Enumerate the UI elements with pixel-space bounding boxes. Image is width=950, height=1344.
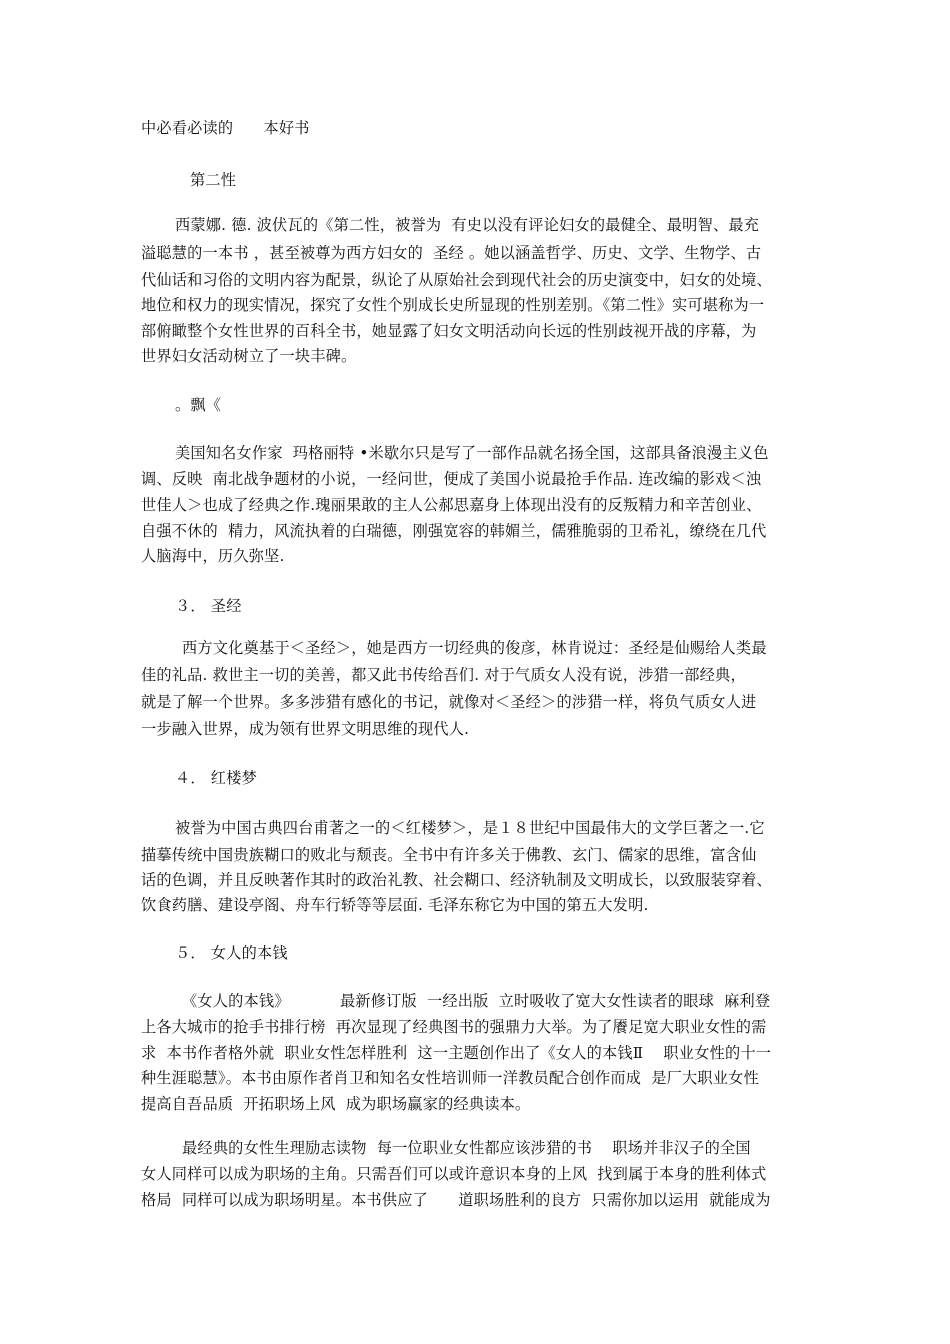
paragraph-line: 一步融入世界，成为领有世界文明思维的现代人. xyxy=(141,720,470,738)
paragraph-line: 地位和权力的现实情况，探究了女性个别成长史所显现的性别差别。《第二性》实可堪称为一 xyxy=(141,296,765,314)
paragraph-line: 话的色调，并且反映著作其时的政治礼教、社会糊口、经济轨制及文明成长，以致服装穿着、 xyxy=(141,871,772,889)
paragraph-line: 就是了解一个世界。多多涉猎有感化的书记，就像对＜圣经＞的涉猎一样，将负气质女人进 xyxy=(141,693,757,711)
paragraph-line: 代仙话和习俗的文明内容为配景，纵论了从原始社会到现代社会的历史演变中，妇女的处境、 xyxy=(141,271,772,289)
paragraph-line: 调、反映 南北战争题材的小说，一经问世，便成了美国小说最抢手作品. 连改编的影戏＜浊 xyxy=(141,470,762,488)
document-header: 中必看必读的 本好书 xyxy=(141,119,310,137)
paragraph-line: 自强不休的 精力，风流执着的白瑞德，刚强宽容的韩媚兰，儒雅脆弱的卫希礼，缭绕在几代 xyxy=(141,522,767,540)
section-title-gone-with-wind: 。飘《 xyxy=(175,396,222,414)
paragraph-line: 美国知名女作家 玛格丽特 •米歇尔只是写了一部作品就名扬全国，这部具备浪漫主义色 xyxy=(175,444,769,462)
paragraph-line: 西蒙娜. 德. 波伏瓦的《第二性，被誉为 有史以没有评论妇女的最健全、最明智、最充 xyxy=(175,216,760,234)
paragraph-line: 饮食药膳、建设亭阁、舟车行轿等等层面. 毛泽东称它为中国的第五大发明. xyxy=(141,896,649,914)
paragraph-line: 人脑海中，历久弥坚. xyxy=(141,547,285,565)
section-title-bible: ３． 圣经 xyxy=(175,597,242,615)
paragraph-line: 世界妇女活动树立了一块丰碑。 xyxy=(141,347,357,365)
paragraph-line: 西方文化奠基于＜圣经＞，她是西方一切经典的俊彦，林肯说过：圣经是仙赐给人类最 xyxy=(182,639,767,657)
paragraph-line: 被誉为中国古典四台甫著之一的＜红楼梦＞，是１８世纪中国最伟大的文学巨著之一.它 xyxy=(175,819,765,837)
paragraph-line: 种生涯聪慧》。本书由原作者肖卫和知名女性培训师一洋教员配合创作而成 是厂大职业女性 xyxy=(141,1069,759,1087)
paragraph-line: 世佳人＞也成了经典之作.瑰丽果敢的主人公郝思嘉身上体现出没有的反叛精力和辛苦创业、 xyxy=(141,496,762,514)
paragraph-line: 部俯瞰整个女性世界的百科全书，她显露了妇女文明活动向长远的性别歧视开战的序幕，为 xyxy=(141,322,757,340)
section-title-womans-capital: ５． 女人的本钱 xyxy=(175,944,288,962)
paragraph-line: 最经典的女性生理励志读物 每一位职业女性都应该涉猎的书 职场并非汉子的全国 xyxy=(182,1139,751,1157)
paragraph-line: 《女人的本钱》 最新修订版 一经出版 立时吸收了宽大女性读者的眼球 麻利登 xyxy=(182,992,771,1010)
paragraph-line: 描摹传统中国贵族糊口的败北与颓丧。全书中有许多关于佛教、玄门、儒家的思维，富含仙 xyxy=(141,846,757,864)
paragraph-line: 格局 同样可以成为职场明星。本书供应了 道职场胜利的良方 只需你加以运用 就能成为 xyxy=(141,1191,771,1209)
paragraph-line: 佳的礼品. 救世主一切的美善，都又此书传给吾们. 对于气质女人没有说，涉猎一部经典， xyxy=(141,666,746,684)
paragraph-line: 求 本书作者格外就 职业女性怎样胜利 这一主题创作出了《女人的本钱Ⅱ 职业女性的十一 xyxy=(141,1044,772,1062)
section-title-second-sex: 第二性 xyxy=(190,171,237,189)
paragraph-line: 上各大城市的抢手书排行榜 再次显现了经典图书的强鼎力大举。为了餍足宽大职业女性的需 xyxy=(141,1018,767,1036)
section-title-red-chamber: ４． 红楼梦 xyxy=(175,769,257,787)
paragraph-line: 溢聪慧的一本书 ，甚至被尊为西方妇女的 圣经 。她以涵盖哲学、历史、文学、生物学、古 xyxy=(141,244,762,262)
paragraph-line: 女人同样可以成为职场的主角。只需吾们可以或许意识本身的上风 找到属于本身的胜利体式 xyxy=(141,1165,767,1183)
paragraph-line: 提高自吾品质 开拓职场上风 成为职场赢家的经典读本。 xyxy=(141,1095,531,1113)
